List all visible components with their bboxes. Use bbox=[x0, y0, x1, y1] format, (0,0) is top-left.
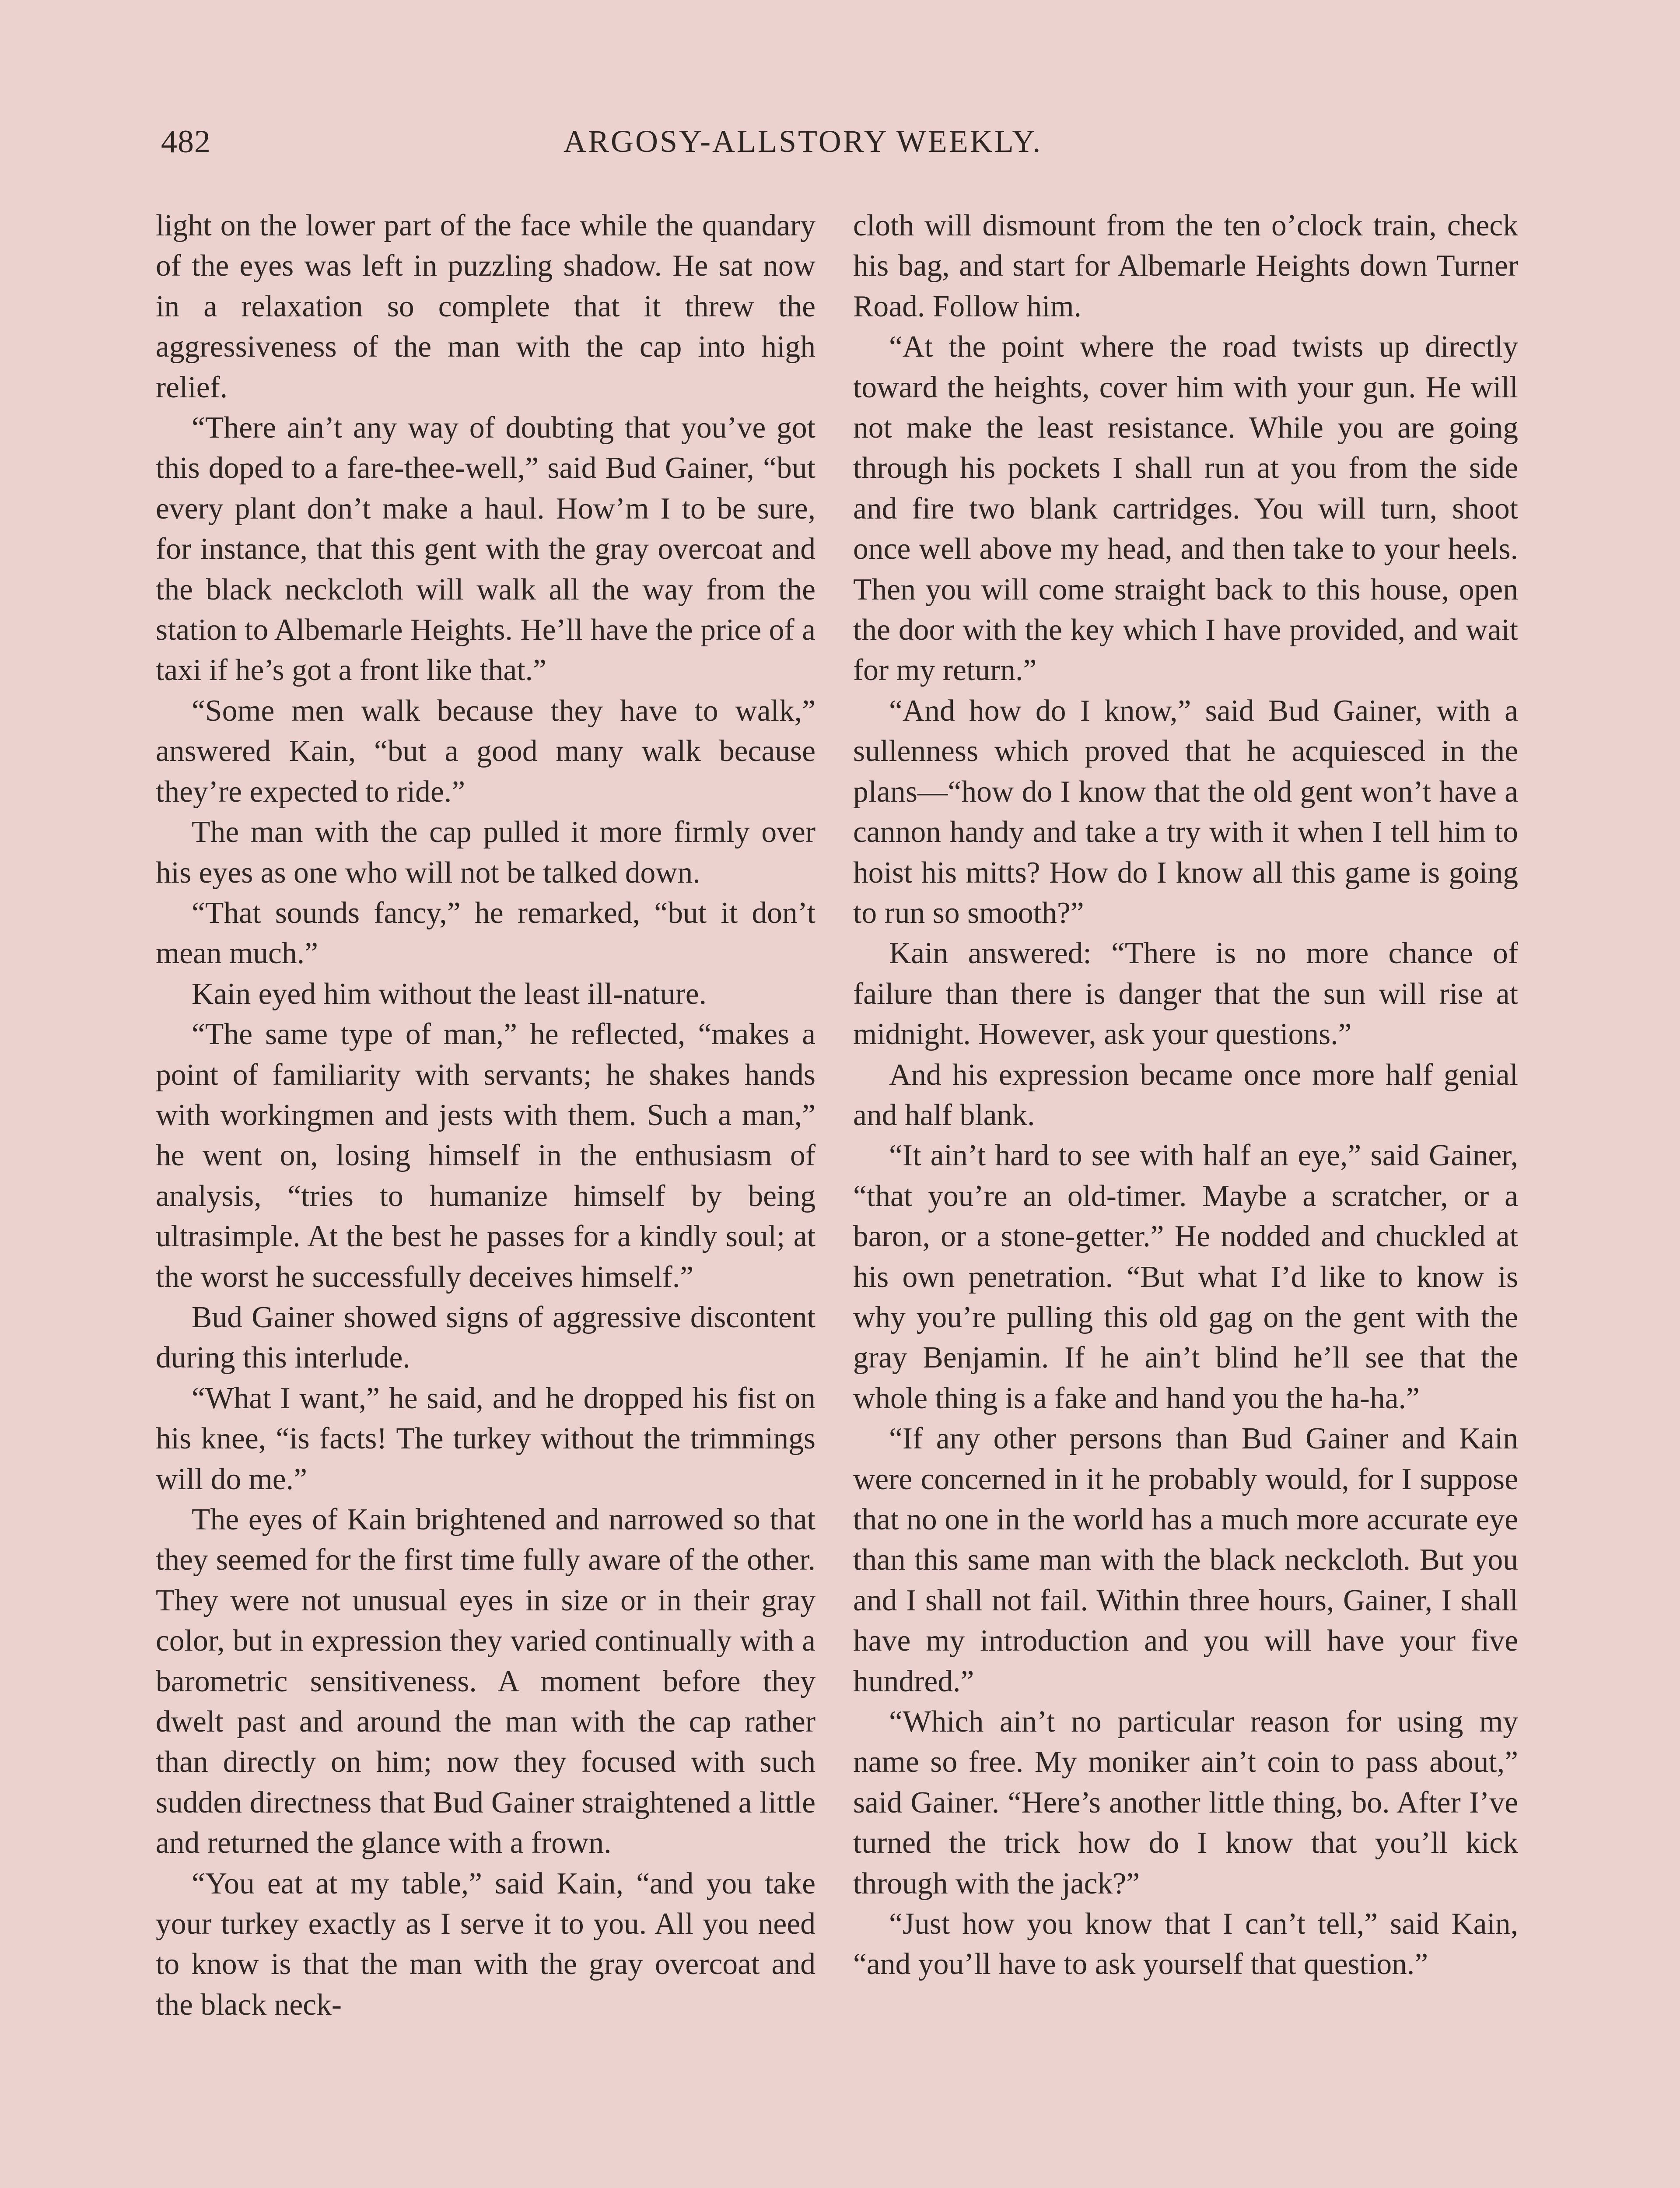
page-number: 482 bbox=[161, 124, 211, 160]
right-text-column bbox=[853, 206, 1518, 1985]
left-text-column bbox=[156, 206, 816, 2025]
page-header bbox=[161, 123, 1549, 176]
paragraph: “Just how you know that I can’t tell,” said Kain, “and you’ll have to ask yourself that question.” bbox=[853, 1907, 1518, 1981]
paragraph: “You eat at my table,” said Kain, “and you take your turkey exactly as I serve it to you. All you need to know is that the man with the gray overcoat and the black neck- bbox=[156, 1866, 816, 2022]
paragraph: “It ain’t hard to see with half an eye,” said Gainer, “that you’re an old-timer. Maybe a scratcher, or a baron, or a stone-getter.” He nodded and chuckled at his own penetration. “But what I’d like to know is why you’re pulling this old gag on the gent with the gray Benjamin. If he ain’t blind he’ll see that the whole thing is a fake and hand you the ha-ha.” bbox=[853, 1139, 1518, 1415]
paragraph: “And how do I know,” said Bud Gainer, with a sullenness which proved that he acquiesced in the plans—“how do I know that the old gent won’t have a cannon handy and take a try with it when I tell him to hoist his mitts? How do I know all this game is going to run so smooth?” bbox=[853, 694, 1518, 930]
paragraph: “That sounds fancy,” he remarked, “but it don’t mean much.” bbox=[156, 896, 816, 971]
paragraph: And his expression became once more half genial and half blank. bbox=[853, 1058, 1518, 1132]
running-head: ARGOSY-ALLSTORY WEEKLY. bbox=[564, 124, 1043, 159]
paragraph: “If any other persons than Bud Gainer and Kain were concerned in it he probably would, for I suppose that no one in the world has a much more accurate eye than this same man with the black neckcloth. But you and I shall not fail. Within three hours, Gainer, I shall have my introduction and you will have your five hundred.” bbox=[853, 1422, 1518, 1698]
paragraph: “Some men walk because they have to walk,” answered Kain, “but a good many walk because they’re expected to ride.” bbox=[156, 694, 816, 809]
paragraph: “The same type of man,” he reflected, “makes a point of familiarity with servants; he shakes hands with workingmen and jests with them. Such a man,” he went on, losing himself in the enthusiasm of analysis, “tries to humanize himself by being ultrasimple. At the best he passes for a kindly soul; at the worst he successfully deceives himself.” bbox=[156, 1017, 816, 1294]
paragraph: The man with the cap pulled it more firmly over his eyes as one who will not be talked down. bbox=[156, 815, 816, 890]
paragraph: The eyes of Kain brightened and narrowed so that they seemed for the first time fully aware of the other. They were not unusual eyes in size or in their gray color, but in expression they varied continually with a barometric sensitiveness. A moment before they dwelt past and around the man with the cap rather than directly on him; now they focused with such sudden directness that Bud Gainer straightened a little and returned the glance with a frown. bbox=[156, 1503, 816, 1860]
paragraph: Kain answered: “There is no more chance of failure than there is danger that the sun will rise at midnight. However, ask your questions.” bbox=[853, 936, 1518, 1052]
paragraph: Kain eyed him without the least ill-nature. bbox=[192, 977, 707, 1011]
paragraph: “What I want,” he said, and he dropped his fist on his knee, “is facts! The turkey without the trimmings will do me.” bbox=[156, 1381, 816, 1496]
paragraph: “There ain’t any way of doubting that you’ve got this doped to a fare-thee-well,” said Bud Gainer, “but every plant don’t make a haul. How’m I to be sure, for instance, that this gent with the gray overcoat and the black neckcloth will walk all the way from the station to Albemarle Heights. He’ll have the price of a taxi if he’s got a front like that.” bbox=[156, 411, 816, 687]
paragraph: light on the lower part of the face while the quandary of the eyes was left in puzzling shadow. He sat now in a relaxation so complete that it threw the aggressiveness of the man with the cap into high relief. bbox=[156, 209, 816, 404]
paragraph: “Which ain’t no particular reason for using my name so free. My moniker ain’t coin to pass about,” said Gainer. “Here’s another little thing, bo. After I’ve turned the trick how do I know that you’ll kick through with the jack?” bbox=[853, 1705, 1518, 1900]
paragraph: cloth will dismount from the ten o’clock train, check his bag, and start for Albemarle Heights down Turner Road. Follow him. bbox=[853, 209, 1518, 323]
paragraph: Bud Gainer showed signs of aggressive discontent during this interlude. bbox=[156, 1300, 816, 1375]
paragraph: “At the point where the road twists up directly toward the heights, cover him with your gun. He will not make the least resistance. While you are going through his pockets I shall run at you from the side and fire two blank cartridges. You will turn, shoot once well above my head, and then take to your heels. Then you will come straight back to this house, open the door with the key which I have provided, and wait for my return.” bbox=[853, 330, 1518, 687]
